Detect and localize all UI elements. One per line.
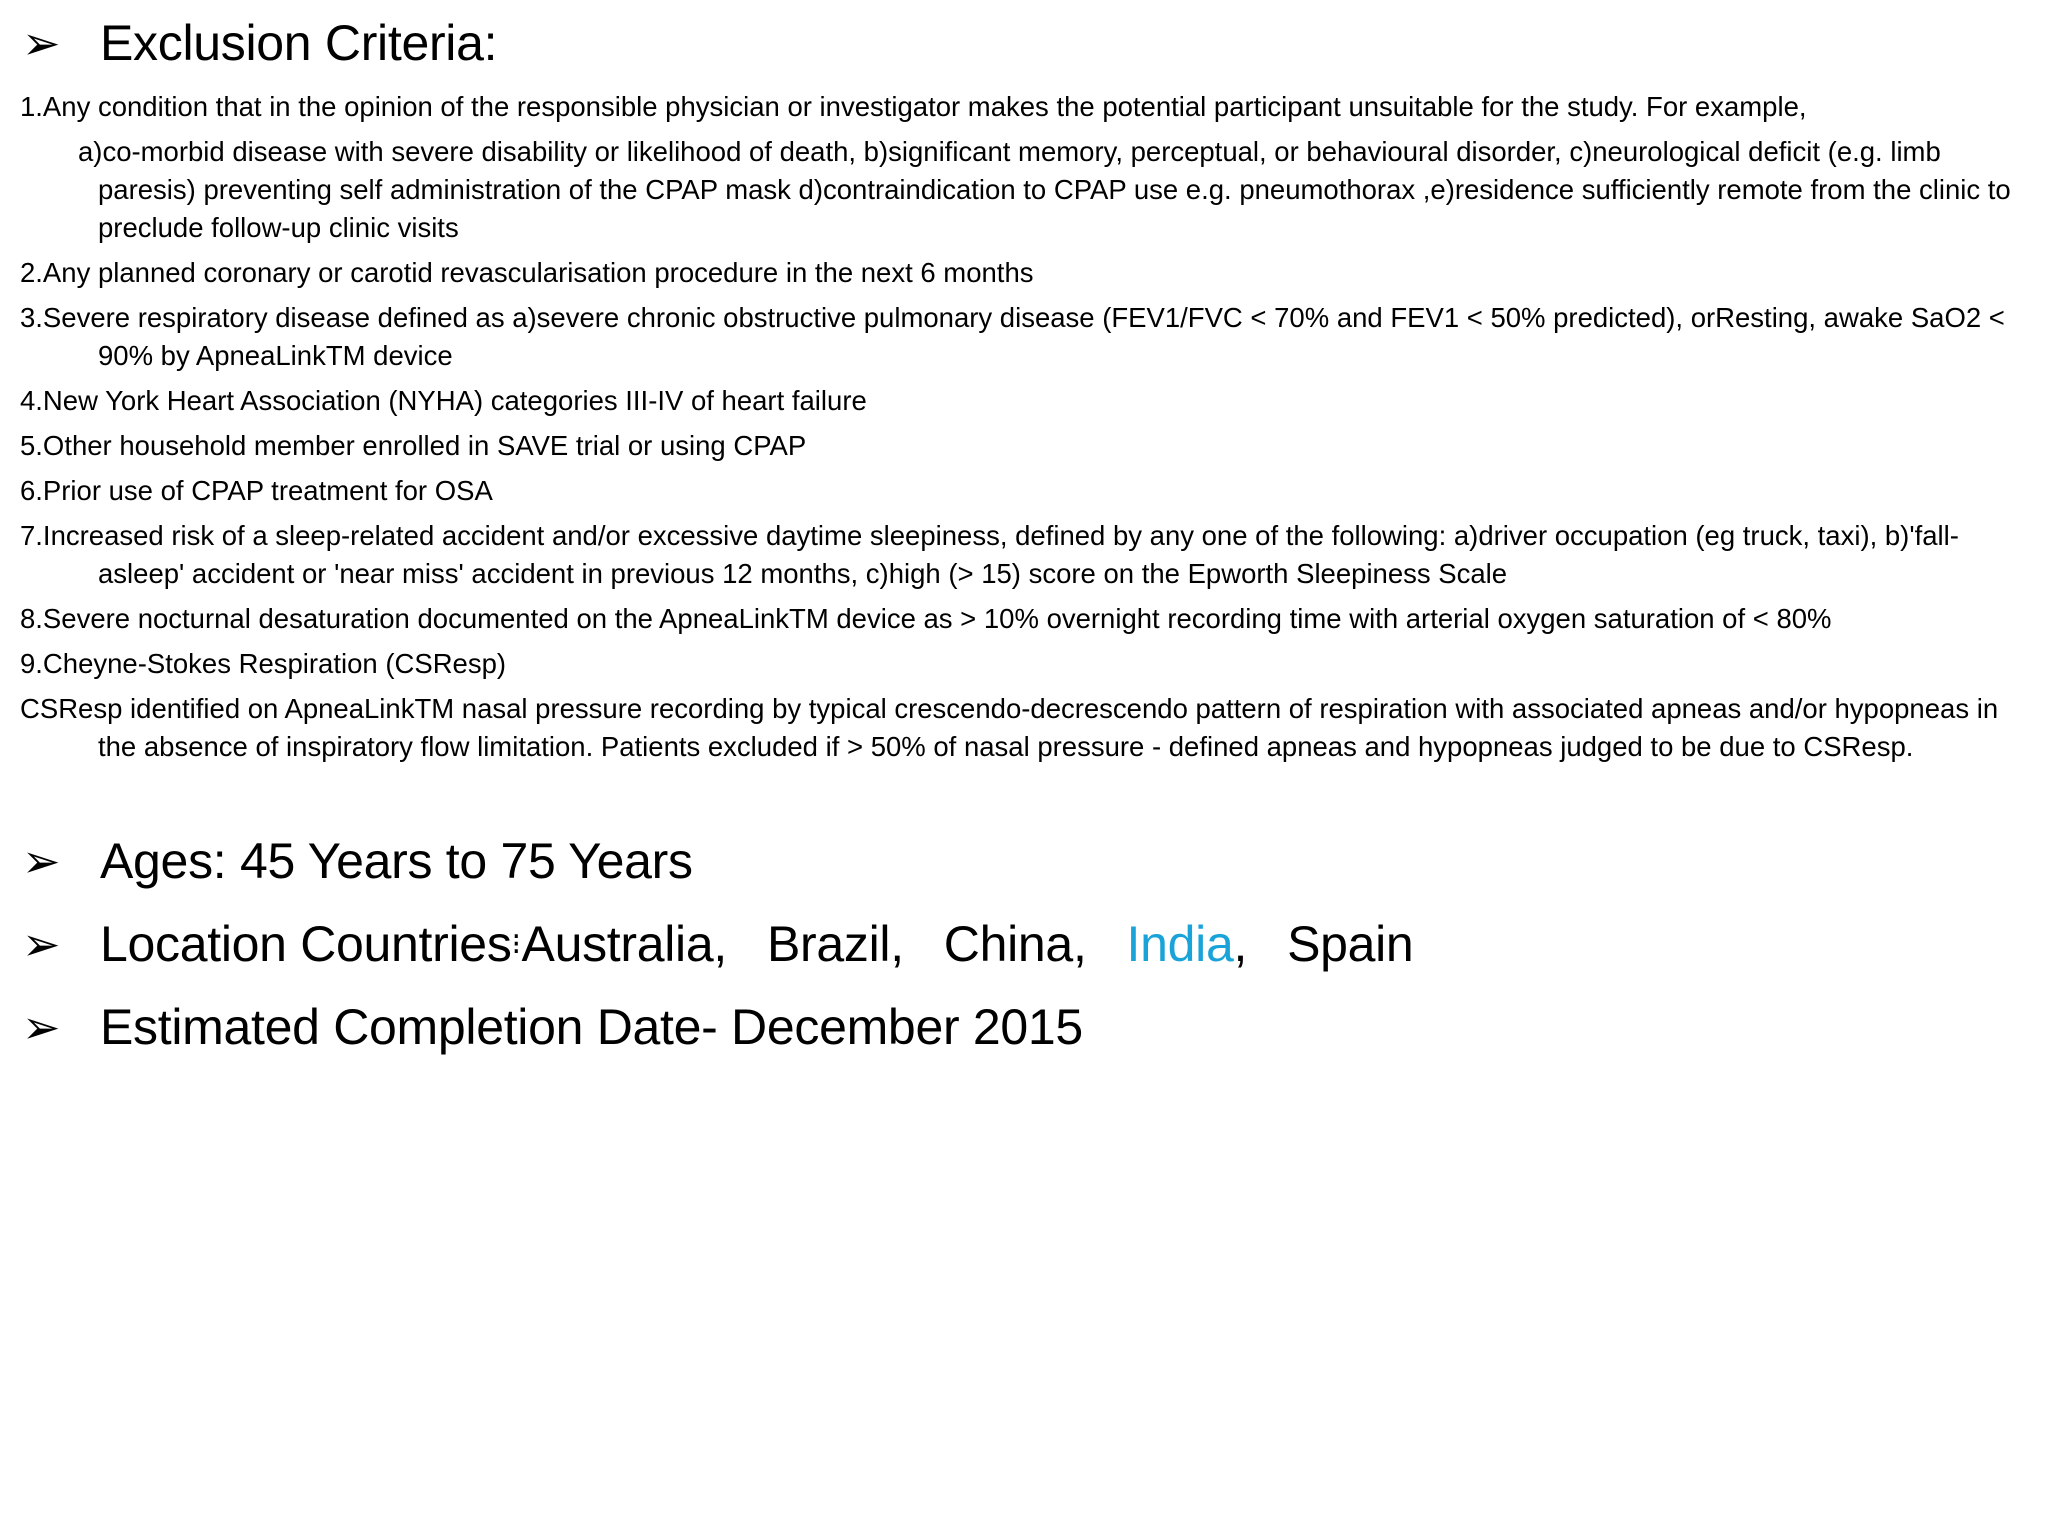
list-item: CSResp identified on ApneaLinkTM nasal pressure recording by typical crescendo-decrescendo pattern of respiration with associated apneas and/or hypopneas in the absence of inspiratory flow limitation. Patients excluded if > 50% of nasal pressure - defined apneas and hypopneas judged to be due to CSResp. (20, 693, 1999, 762)
exclusion-heading-row (22, 14, 497, 72)
country-delimiter: , (713, 916, 727, 972)
ages-text: Ages: 45 Years to 75 Years (100, 833, 693, 889)
list-item: 7.Increased risk of a sleep-related accident and/or excessive daytime sleepiness, defined by any one of the following: a)driver occupation (eg truck, taxi), b)'fall-asleep' accident or 'near miss' accident in previous 12 months, c)high (> 15) score on the Epworth Sleepiness Scale (20, 520, 1959, 589)
completion-row (22, 998, 1083, 1056)
list-item: 9.Cheyne-Stokes Respiration (CSResp) (20, 648, 507, 679)
ages-row (22, 832, 693, 890)
country-delimiter: , (1072, 916, 1087, 972)
list-item: a)co-morbid disease with severe disability or likelihood of death, b)significant memory, perceptual, or behavioural disorder, c)neurological deficit (e.g. limb paresis) preventing self administration of the CPAP mask d)contraindication to CPAP use e.g. pneumothorax ,e)residence sufficiently remote from the clinic to preclude follow-up clinic visits (78, 136, 2011, 243)
list-item: 6.Prior use of CPAP treatment for OSA (20, 475, 493, 506)
list-item: 1.Any condition that in the opinion of the responsible physician or investigator makes the potential participant unsuitable for the study. For example, (20, 91, 1807, 122)
list-item: 8.Severe nocturnal desaturation documented on the ApneaLinkTM device as > 10% overnight recording time with arterial oxygen saturation of < 80% (20, 603, 1832, 634)
country-australia: Australia (521, 916, 714, 972)
country-brazil: Brazil (766, 916, 891, 972)
list-item: 3.Severe respiratory disease defined as a)severe chronic obstructive pulmonary disease (FEV1/FVC < 70% and FEV1 < 50% predicted), orResting, awake SaO2 < 90% by ApneaLinkTM device (20, 302, 2005, 371)
arrow-bullet-icon: ➢ (22, 16, 61, 70)
country-india[interactable]: India (1126, 916, 1234, 972)
arrow-bullet-icon: ➢ (22, 1000, 61, 1054)
exclusion-criteria-list (20, 88, 2030, 773)
location-row (22, 915, 1413, 973)
arrow-bullet-icon: ➢ (22, 834, 61, 888)
country-china: China (943, 916, 1073, 972)
country-delimiter: , (1233, 916, 1248, 972)
country-delimiter: , (890, 916, 904, 972)
country-spain: Spain (1287, 916, 1414, 972)
list-item: 5.Other household member enrolled in SAVE trial or using CPAP (20, 430, 807, 461)
arrow-bullet-icon: ➢ (22, 917, 61, 971)
location-separator: ⁝ (511, 927, 521, 961)
list-item: 2.Any planned coronary or carotid revascularisation procedure in the next 6 months (20, 257, 1034, 288)
completion-text: Estimated Completion Date- December 2015 (100, 999, 1083, 1055)
location-label: Location Countries (100, 916, 512, 972)
exclusion-heading: Exclusion Criteria: (100, 15, 498, 71)
country-list (522, 915, 1414, 973)
list-item: 4.New York Heart Association (NYHA) categories III-IV of heart failure (20, 385, 867, 416)
